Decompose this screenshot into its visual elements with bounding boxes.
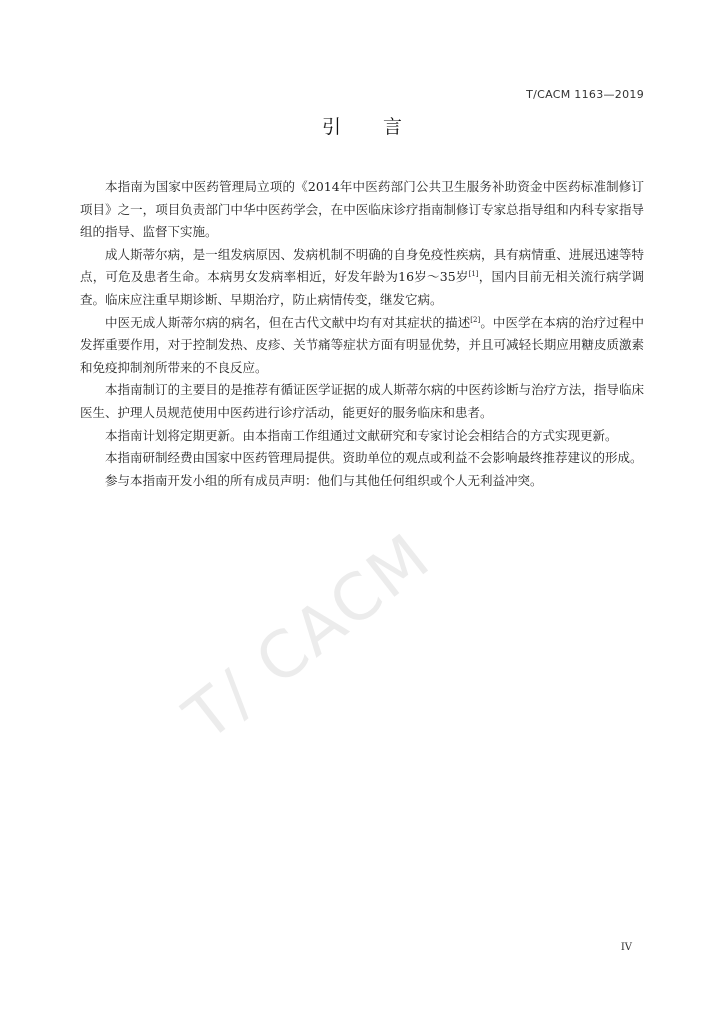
- paragraph-conflict-statement: 参与本指南开发小组的所有成员声明：他们与其他任何组织或个人无利益冲突。: [105, 472, 543, 488]
- citation-ref: [1]: [468, 270, 479, 279]
- watermark: T/ CACM: [171, 519, 446, 756]
- standard-number: T/CACM 1163—2019: [526, 88, 644, 101]
- paragraph-text: 。中医学在本病的治疗过程中发挥重要作用，对于控制发热、皮疹、关节痛等症状方面有明显优势，并且可减轻长期应用糖皮质激素和免疫抑制剂所带来的不良反应。: [80, 314, 644, 375]
- paragraph-disease-overview: [80, 244, 644, 312]
- paragraph-update-plan: 本指南计划将定期更新。由本指南工作组通过文献研究和专家讨论会相结合的方式实现更新。: [105, 427, 618, 443]
- citation-ref: [2]: [470, 315, 481, 324]
- page-number: IV: [620, 942, 632, 953]
- paragraph-text: 中医无成人斯蒂尔病的病名，但在古代文献中均有对其症状的描述: [105, 314, 471, 330]
- paragraph-funding: 本指南研制经费由国家中医药管理局提供。资助单位的观点或利益不会影响最终推荐建议的形成。: [105, 450, 643, 466]
- paragraph-tcm-role: [80, 312, 644, 380]
- body-text: [80, 176, 644, 492]
- paragraph-project-background: 本指南为国家中医药管理局立项的《2014年中医药部门公共卫生服务补助资金中医药标准制修订项目》之一，项目负责部门中华中医药学会，在中医临床诊疗指南制修订专家总指导组和内科专家指导组的指导、监督下实施。: [80, 179, 644, 240]
- page-title: 引 言: [321, 116, 421, 138]
- paragraph-text: ，国内目前无相关流行病学调查。临床应注重早期诊断、早期治疗，防止病情传变，继发它病。: [80, 269, 644, 307]
- paragraph-text: 成人斯蒂尔病，是一组发病原因、发病机制不明确的自身免疫性疾病，具有病情重、进展迅速等特点，可危及患者生命。本病男女发病率相近，好发年龄为16岁～35岁: [80, 246, 644, 285]
- paragraph-purpose: 本指南制订的主要目的是推荐有循证医学证据的成人斯蒂尔病的中医药诊断与治疗方法，指导临床医生、护理人员规范使用中医药进行诊疗活动，能更好的服务临床和患者。: [80, 382, 644, 420]
